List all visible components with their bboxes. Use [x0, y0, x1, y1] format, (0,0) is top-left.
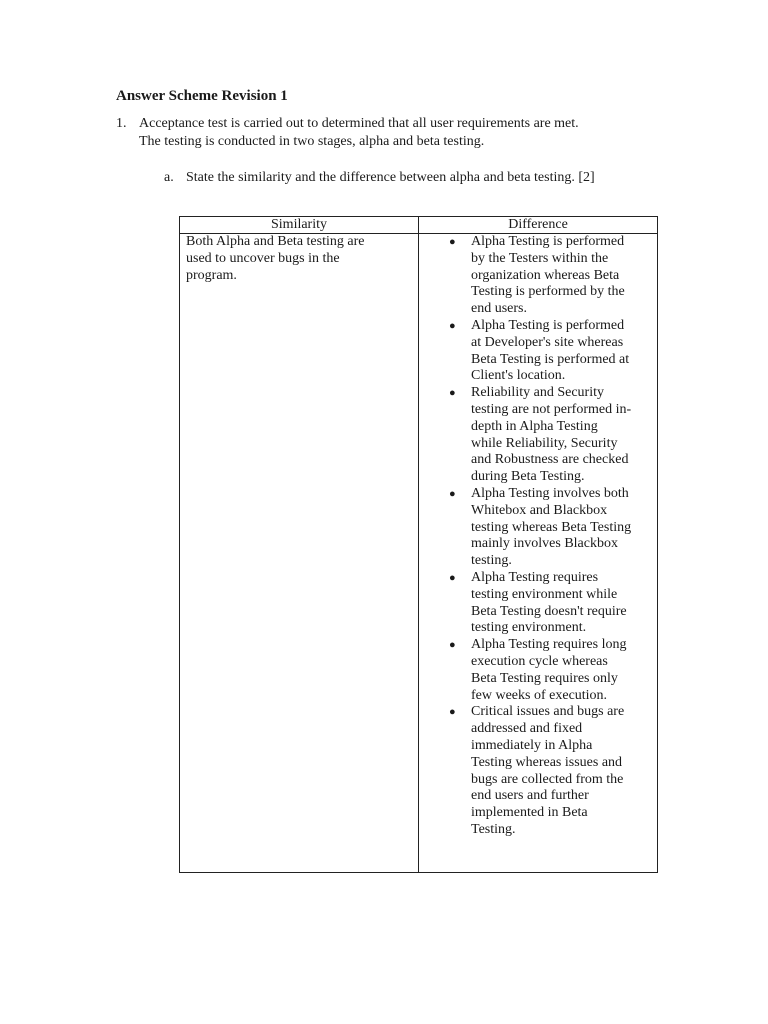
- difference-line: Beta Testing is performed at: [471, 351, 630, 367]
- similarity-line: program.: [186, 267, 237, 283]
- difference-line: Testing whereas issues and: [471, 754, 623, 770]
- answer-table: [179, 216, 658, 873]
- difference-line: bugs are collected from the: [471, 771, 624, 787]
- difference-line: Critical issues and bugs are: [471, 704, 625, 720]
- bullet-icon: ●: [449, 706, 456, 719]
- question-line: The testing is conducted in two stages, alpha and beta testing.: [139, 134, 485, 149]
- difference-line: Alpha Testing involves both: [471, 485, 629, 501]
- difference-line: organization whereas Beta: [471, 267, 620, 283]
- similarity-line: Both Alpha and Beta testing are: [186, 234, 365, 249]
- difference-line: and Robustness are checked: [471, 452, 629, 468]
- difference-line: testing.: [471, 553, 512, 569]
- question-1: [116, 115, 676, 151]
- difference-line: testing environment while: [471, 586, 618, 602]
- subquestion-a: [164, 169, 595, 187]
- similarity-line: used to uncover bugs in the: [186, 250, 340, 266]
- difference-line: Beta Testing requires only: [471, 670, 618, 686]
- similarity-text: [180, 234, 418, 284]
- difference-item: [419, 486, 657, 570]
- difference-line: end users and further: [471, 788, 589, 804]
- difference-item: [419, 385, 657, 486]
- bullet-icon: ●: [449, 639, 456, 652]
- difference-line: execution cycle whereas: [471, 653, 608, 669]
- difference-line: at Developer's site whereas: [471, 334, 624, 350]
- subquestion-text: State the similarity and the difference between alpha and beta testing. [2]: [186, 170, 595, 185]
- similarity-cell: [180, 234, 419, 873]
- difference-line: Whitebox and Blackbox: [471, 502, 608, 518]
- difference-line: Alpha Testing requires: [471, 569, 599, 585]
- difference-item: [419, 234, 657, 318]
- difference-line: Beta Testing doesn't require: [471, 603, 627, 619]
- difference-line: while Reliability, Security: [471, 435, 618, 451]
- difference-line: Alpha Testing is performed: [471, 234, 625, 249]
- question-line: Acceptance test is carried out to determined that all user requirements are met.: [139, 116, 579, 131]
- difference-line: Testing is performed by the: [471, 284, 625, 300]
- difference-line: by the Testers within the: [471, 250, 609, 266]
- difference-item: [419, 704, 657, 838]
- difference-line: Testing.: [471, 821, 516, 837]
- difference-line: mainly involves Blackbox: [471, 536, 618, 552]
- difference-line: depth in Alpha Testing: [471, 418, 598, 434]
- subquestion-letter: a.: [164, 170, 174, 185]
- difference-line: testing whereas Beta Testing: [471, 519, 632, 535]
- bullet-icon: ●: [449, 487, 456, 500]
- difference-line: Reliability and Security: [471, 385, 604, 401]
- bullet-icon: ●: [449, 387, 456, 400]
- difference-line: Alpha Testing is performed: [471, 317, 625, 333]
- difference-line: testing are not performed in-: [471, 401, 632, 417]
- difference-line: Client's location.: [471, 368, 566, 384]
- bullet-icon: ●: [449, 236, 456, 248]
- difference-line: addressed and fixed: [471, 721, 583, 737]
- difference-cell: [419, 234, 658, 873]
- difference-line: testing environment.: [471, 620, 587, 636]
- question-number: 1.: [116, 116, 127, 131]
- difference-item: [419, 318, 657, 385]
- difference-line: Alpha Testing requires long: [471, 637, 627, 653]
- table-row: [180, 234, 658, 873]
- bullet-icon: ●: [449, 319, 456, 332]
- question-text: [139, 115, 676, 151]
- difference-line: immediately in Alpha: [471, 737, 593, 753]
- difference-line: end users.: [471, 301, 527, 317]
- difference-line: implemented in Beta: [471, 805, 588, 821]
- header-difference: Difference: [419, 217, 658, 234]
- difference-item: [419, 570, 657, 637]
- difference-item: [419, 637, 657, 704]
- difference-line: few weeks of execution.: [471, 687, 608, 703]
- difference-line: during Beta Testing.: [471, 469, 585, 485]
- difference-list: [419, 234, 657, 839]
- bullet-icon: ●: [449, 571, 456, 584]
- header-similarity: Similarity: [180, 217, 419, 234]
- table-header-row: [180, 217, 658, 234]
- page-heading: Answer Scheme Revision 1: [116, 88, 288, 104]
